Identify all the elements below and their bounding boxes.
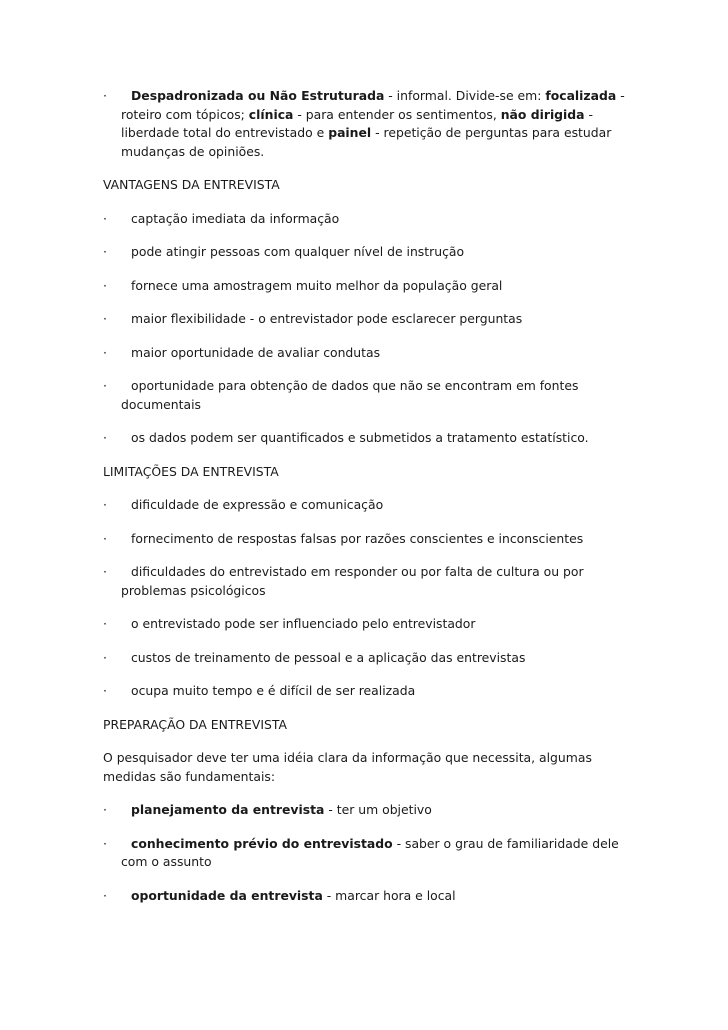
bullet-symbol: · [103,210,107,226]
list-item-text-wrapper [121,835,633,872]
bullet-symbol: · [103,378,107,393]
list-item [103,310,633,329]
list-item-text-wrapper [121,344,633,363]
text-fragment: - roteiro com tópicos; [121,88,625,122]
list-item-text: - marcar hora e local [322,887,456,903]
list-item-text-wrapper [121,277,633,296]
list-item-text: ocupa muito tempo e é difícil de ser realizada [131,683,416,698]
list-item-text: oportunidade para obtenção de dados que não se encontram em fontes documentais [121,378,579,412]
preparacao-intro-paragraph: O pesquisador deve ter uma idéia clara da informação que necessita, algumas medidas são fundamentais: [103,750,592,784]
list-item-text: fornecimento de respostas falsas por razões conscientes e inconscientes [131,530,584,546]
list-item-text: fornece uma amostragem muito melhor da população geral [131,277,503,293]
term-nao-dirigida: não dirigida [500,106,585,122]
list-item-text: pode atingir pessoas com qualquer nível de instrução [131,244,465,259]
bullet-symbol: · [103,430,107,445]
list-item [103,243,633,262]
text-fragment: - repetição de perguntas para estudar mudanças de opiniões. [121,125,612,159]
list-item-text-wrapper [121,615,633,634]
bullet-symbol: · [103,802,107,817]
text-fragment: - liberdade total do entrevistado e [121,106,593,140]
list-item-text-wrapper [121,210,633,229]
limitacoes-list [103,496,633,701]
list-item-term: conhecimento prévio do entrevistado [131,835,393,851]
list-item-text-wrapper [121,682,633,701]
list-item-text: maior oportunidade de avaliar condutas [131,344,381,360]
bullet-symbol: · [103,530,107,546]
list-item-text: custos de treinamento de pessoal e a aplicação das entrevistas [131,649,526,665]
list-item [103,344,633,363]
term-painel: painel [328,125,372,140]
bullet-symbol: · [103,244,107,259]
list-item [103,377,633,414]
list-item-text: - saber o grau de familiaridade dele com o assunto [121,835,619,869]
term-despadronizada: Despadronizada ou Não Estruturada [131,88,385,103]
bullet-symbol: · [103,649,107,665]
list-item-text: - ter um objetivo [324,802,432,817]
list-item-text: os dados podem ser quantificados e submetidos a tratamento estatístico. [131,430,589,445]
section-heading-preparacao: PREPARAÇÃO DA ENTREVISTA [103,716,287,732]
bullet-symbol: · [103,88,107,103]
bullet-symbol: · [103,683,107,698]
list-item-text-wrapper [121,801,633,820]
section-heading-limitacoes: LIMITAÇÕES DA ENTREVISTA [103,463,279,479]
term-clinica: clínica [248,106,294,122]
list-item-text-wrapper [121,563,633,600]
list-item [103,563,633,600]
list-item-text-wrapper [121,377,633,414]
text-fragment: - informal. Divide-se em: [384,88,546,103]
list-item [103,277,633,296]
list-item-text: dificuldades do entrevistado em responder ou por falta de cultura ou por problemas psicológicos [121,564,584,598]
list-item-text-wrapper [121,243,633,262]
list-item-text-wrapper [121,530,633,549]
bullet-symbol: · [103,497,107,512]
list-item [103,496,633,515]
bullet-symbol: · [103,564,107,579]
bullet-symbol: · [103,616,107,631]
list-item [103,210,633,229]
list-item-nao-estruturada [103,87,633,161]
term-focalizada: focalizada [545,88,617,103]
list-item-text: o entrevistado pode ser influenciado pelo entrevistador [131,616,476,631]
list-item [103,682,633,701]
list-item-text: maior flexibilidade - o entrevistador pode esclarecer perguntas [131,311,523,326]
list-item-text-wrapper [121,496,633,515]
document-page [103,87,633,920]
list-item [103,835,633,872]
list-item [103,615,633,634]
list-item-term: oportunidade da entrevista [131,887,323,903]
list-item-text: captação imediata da informação [131,210,340,226]
text-fragment: - para entender os sentimentos, [293,106,501,122]
bullet-symbol: · [103,887,107,903]
list-item [103,887,633,906]
list-item-text-wrapper [121,310,633,329]
list-item [103,649,633,668]
list-item-term: planejamento da entrevista [131,802,325,817]
list-item-text-wrapper [121,649,633,668]
list-item [103,429,633,448]
vantagens-list [103,210,633,448]
list-item [103,530,633,549]
preparacao-list [103,801,633,905]
section-heading-vantagens: VANTAGENS DA ENTREVISTA [103,177,280,192]
list-item-text-wrapper [121,887,633,906]
bullet-symbol: · [103,344,107,360]
list-item-text [121,87,633,161]
list-item-text: dificuldade de expressão e comunicação [131,497,384,512]
bullet-symbol: · [103,311,107,326]
list-item [103,801,633,820]
bullet-symbol: · [103,277,107,293]
bullet-symbol: · [103,835,107,851]
list-item-text-wrapper [121,429,633,448]
